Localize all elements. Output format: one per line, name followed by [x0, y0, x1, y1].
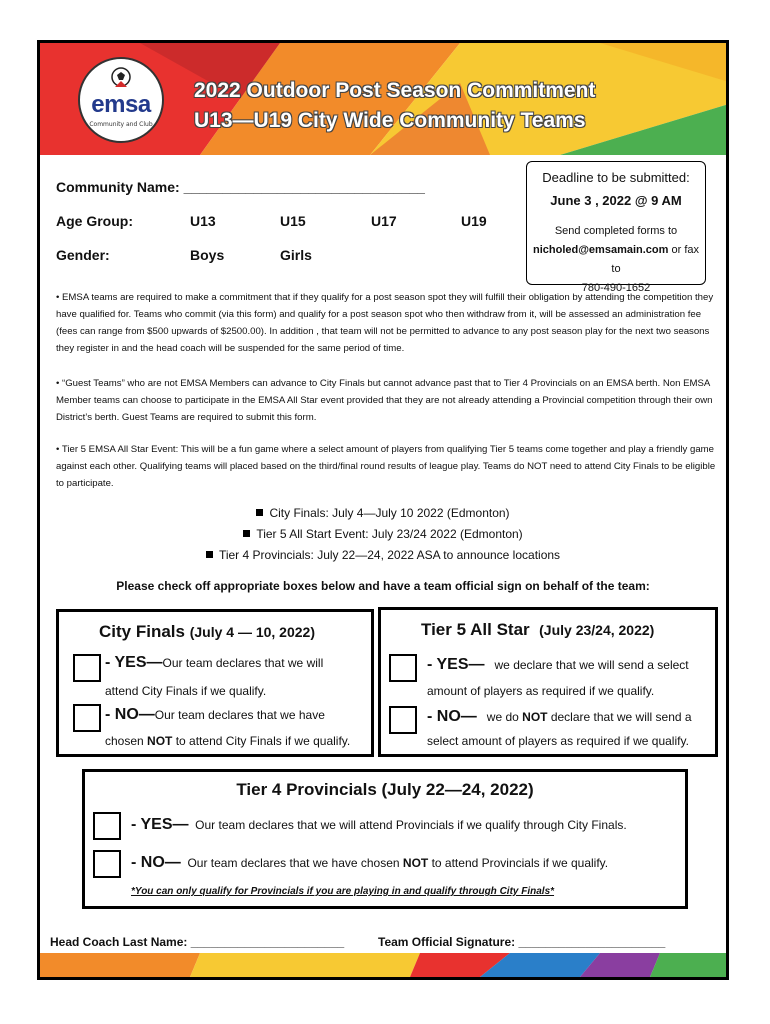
logo-subtext: Community and Club: [89, 121, 153, 128]
form-page: [37, 40, 729, 980]
city-finals-no-option: [105, 706, 325, 724]
no-text-emphasis: NOT: [402, 856, 429, 870]
head-coach-name-field[interactable]: Head Coach Last Name: _______________________: [50, 935, 345, 949]
tier5-yes-checkbox[interactable]: [389, 654, 417, 682]
gender-option-girls[interactable]: Girls: [280, 247, 312, 263]
tier5-heading: [421, 620, 654, 640]
event-item: [40, 524, 726, 545]
no-label: - NO—: [105, 706, 155, 723]
provincials-qualification-note: *You can only qualify for Provincials if you are playing in and qualify through City Finals*: [131, 886, 555, 897]
age-option-u19[interactable]: U19: [461, 213, 487, 229]
tier5-yes-text2: amount of players as required if we qualify.: [427, 684, 655, 698]
bullet-square-icon: [206, 551, 213, 558]
yes-text: Our team declares that we will attend Provincials if we qualify through City Finals.: [195, 818, 627, 832]
no-text-part: we do: [486, 710, 523, 724]
tier4-yes-checkbox[interactable]: [93, 812, 121, 840]
logo-text: emsa: [91, 91, 151, 118]
or-fax-text: or fax to: [611, 244, 699, 275]
fax-number: 780-490-1652: [581, 282, 651, 294]
emsa-logo: [78, 57, 164, 143]
no-text2-emphasis: NOT: [147, 734, 173, 748]
footer-graphic: [40, 953, 729, 977]
check-instructions: Please check off appropriate boxes below and have a team official sign on behalf of the team:: [116, 579, 650, 593]
commitment-paragraph: • EMSA teams are required to make a commitment that if they qualify for a post season spot they will fulfill their obligation by attending the competition they have qualified for. Teams who commit (via this form) and qualify for a post season spot who then withdraw from it, will be assessed an administration fee (fees can range from $500 upwards of $2500.00). In addition , that team will not be permitted to advance to any post season play for the next two seasons they register in and the head coach will be suspended for the same period of time.: [56, 292, 714, 354]
tier5-all-star-box: [378, 607, 718, 757]
age-option-u17[interactable]: U17: [371, 213, 397, 229]
team-official-signature-field[interactable]: Team Official Signature: ______________________: [378, 935, 666, 949]
tier5-yes-option: [427, 656, 689, 674]
page-title-line1: 2022 Outdoor Post Season Commitment: [194, 79, 596, 102]
yes-label: - YES—: [131, 816, 189, 833]
no-text-part: to attend Provincials if we qualify.: [428, 856, 609, 870]
no-text2-part: chosen: [105, 734, 148, 748]
tier4-no-checkbox[interactable]: [93, 850, 121, 878]
footer-banner: [40, 953, 726, 977]
age-option-u15[interactable]: U15: [280, 213, 306, 229]
tier5-event-paragraph: • Tier 5 EMSA All Star Event: This will be a fun game where a select amount of players from qualifying Tier 5 teams come together and play a friendly game against each other. Qualifying teams will placed based on the third/final round results of league play. Teams do NOT need to attend City Finals to be eligible to participate.: [56, 444, 716, 489]
gender-label: Gender:: [56, 247, 110, 263]
tier5-no-checkbox[interactable]: [389, 706, 417, 734]
tier4-title: Tier 4 Provincials (July 22—24, 2022): [236, 780, 534, 799]
yes-text: we declare that we will send a select: [494, 658, 689, 672]
yes-label: - YES—: [105, 654, 163, 671]
age-option-u13[interactable]: U13: [190, 213, 216, 229]
event-item: [40, 545, 726, 566]
event-item: [40, 503, 726, 524]
city-finals-yes-text2: attend City Finals if we qualify.: [105, 684, 267, 698]
city-finals-yes-option: [105, 654, 323, 672]
tier5-no-text2: select amount of players as required if we qualify.: [427, 734, 689, 748]
no-text2-part: to attend City Finals if we qualify.: [172, 734, 351, 748]
tier5-title: Tier 5 All Star: [421, 620, 530, 639]
event-text: City Finals: July 4—July 10 2022 (Edmonton): [269, 506, 510, 520]
city-finals-box: [56, 609, 374, 757]
event-text: Tier 5 All Start Event: July 23/24 2022 (Edmonton): [256, 527, 523, 541]
city-finals-title: City Finals: [99, 622, 185, 641]
event-text: Tier 4 Provincials: July 22—24, 2022 ASA to announce locations: [218, 548, 561, 562]
city-finals-dates: (July 4 — 10, 2022): [189, 624, 315, 640]
bullet-square-icon: [243, 530, 250, 537]
deadline-box: [526, 161, 706, 294]
bullet-square-icon: [256, 509, 263, 516]
deadline-label: Deadline to be submitted:: [542, 170, 690, 185]
page-title-line2: U13—U19 City Wide Community Teams: [194, 109, 586, 132]
no-text-part: declare that we will send a: [547, 710, 692, 724]
deadline-contact: [527, 222, 705, 298]
contact-email[interactable]: nicholed@emsamain.com: [532, 244, 669, 256]
no-label: - NO—: [427, 708, 477, 725]
guest-teams-paragraph: • “Guest Teams” who are not EMSA Members can advance to City Finals but cannot advance past that to Tier 4 Provincials on an EMSA berth. Non EMSA Member teams can choose to participate in the EMSA All Star event provided that they are not already attending a Provincial competition through their own District’s berth. Guest Teams are required to submit this form.: [56, 378, 713, 423]
deadline-date: June 3 , 2022 @ 9 AM: [550, 193, 682, 208]
send-to-text: Send completed forms to: [554, 225, 678, 237]
age-group-label: Age Group:: [56, 213, 133, 229]
no-text: Our team declares that we have: [154, 708, 325, 722]
tier4-provincials-box: [82, 769, 688, 909]
gender-option-boys[interactable]: Boys: [190, 247, 225, 263]
no-label: - NO—: [131, 854, 181, 871]
city-finals-yes-checkbox[interactable]: [73, 654, 101, 682]
no-text-emphasis: NOT: [522, 710, 548, 724]
header-banner: [40, 43, 726, 155]
soccer-ball-icon: [80, 59, 162, 93]
tier5-no-option: [427, 708, 692, 726]
city-finals-no-checkbox[interactable]: [73, 704, 101, 732]
tier4-yes-option: [131, 816, 627, 834]
yes-label: - YES—: [427, 656, 485, 673]
tier5-dates: (July 23/24, 2022): [539, 622, 655, 638]
city-finals-no-text2: [105, 734, 350, 748]
yes-text: Our team declares that we will: [162, 656, 324, 670]
community-name-field[interactable]: Community Name: _______________________________: [56, 179, 425, 195]
event-dates-list: [40, 503, 726, 566]
no-text-part: Our team declares that we have chosen: [187, 856, 403, 870]
city-finals-heading: [99, 622, 315, 642]
tier4-no-option: [131, 854, 608, 872]
